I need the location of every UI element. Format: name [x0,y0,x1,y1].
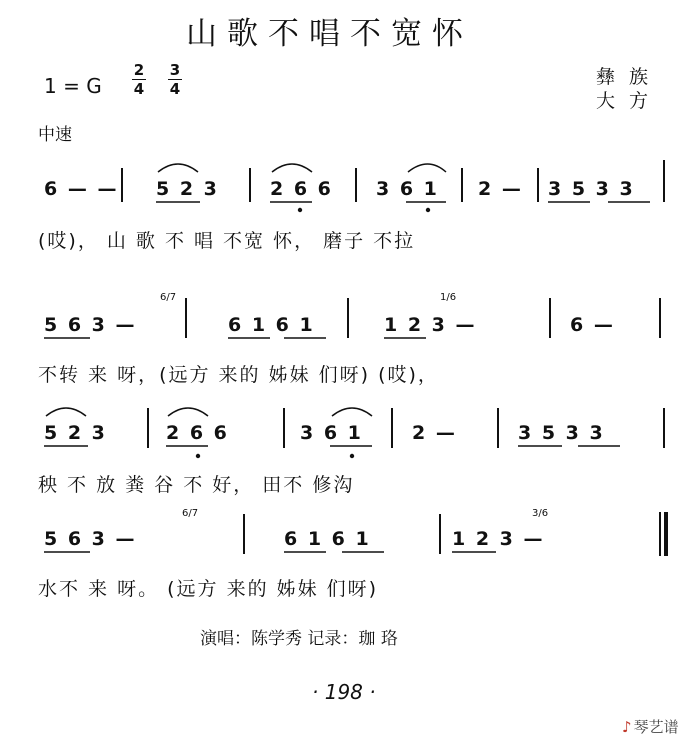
measure-12: 2 6 6 [166,422,229,444]
measure-16: 5 6 3 — [44,528,137,550]
grace-note-3: 6/7 [182,508,199,519]
ethnicity-label: 彝族 [596,66,663,88]
measure-15: 3 5 3 3 [518,422,605,444]
measure-9: 1 2 3 — [384,314,477,336]
measure-14: 2 — [412,422,457,444]
lyrics-line-4: 水不 来 呀。 (远方 来的 姊妹 们呀) [38,578,379,600]
time-signature-3-4: 3 4 [169,61,181,98]
measure-5: 2 — [478,178,523,200]
lyrics-line-2: 不转 来 呀，(远方 来的 姊妹 们呀) (哎)， [38,364,439,386]
song-title: 山歌不唱不宽怀 [186,16,473,52]
logo-icon: ♪ [622,718,632,736]
region-label: 大方 [596,90,663,112]
site-logo [622,716,679,737]
lyrics-line-3: 秧 不 放 粪 谷 不 好， 田不 修沟 [38,474,355,496]
grace-note-4: 3/6 [532,508,549,519]
tempo-marking: 中速 [38,125,72,145]
measure-17: 6 1 6 1 [284,528,371,550]
logo-text: 琴艺谱 [633,718,679,736]
lyrics-line-1: (哎)， 山 歌 不 唱 不宽 怀， 磨子 不拉 [38,230,416,252]
performer-credits: 演唱：陈学秀 记录：珈 珞 [200,629,398,649]
measure-10: 6 — [570,314,615,336]
measure-2: 5 2 3 [156,178,219,200]
measure-6: 3 5 3 3 [548,178,635,200]
measure-11: 5 2 3 [44,422,107,444]
time-signature-2-4: 2 4 [133,61,145,98]
measure-1: 6 — — [44,178,119,200]
grace-note-2: 1/6 [440,292,457,303]
measure-4: 3 6 1 [376,178,439,200]
measure-18: 1 2 3 — [452,528,545,550]
measure-8: 6 1 6 1 [228,314,315,336]
measure-7: 5 6 3 — [44,314,137,336]
key-signature: 1 = G [44,74,102,98]
measure-3: 2 6 6 [270,178,333,200]
page-number: · 198 · [312,680,376,704]
measure-13: 3 6 1 [300,422,363,444]
grace-note-1: 6/7 [160,292,177,303]
